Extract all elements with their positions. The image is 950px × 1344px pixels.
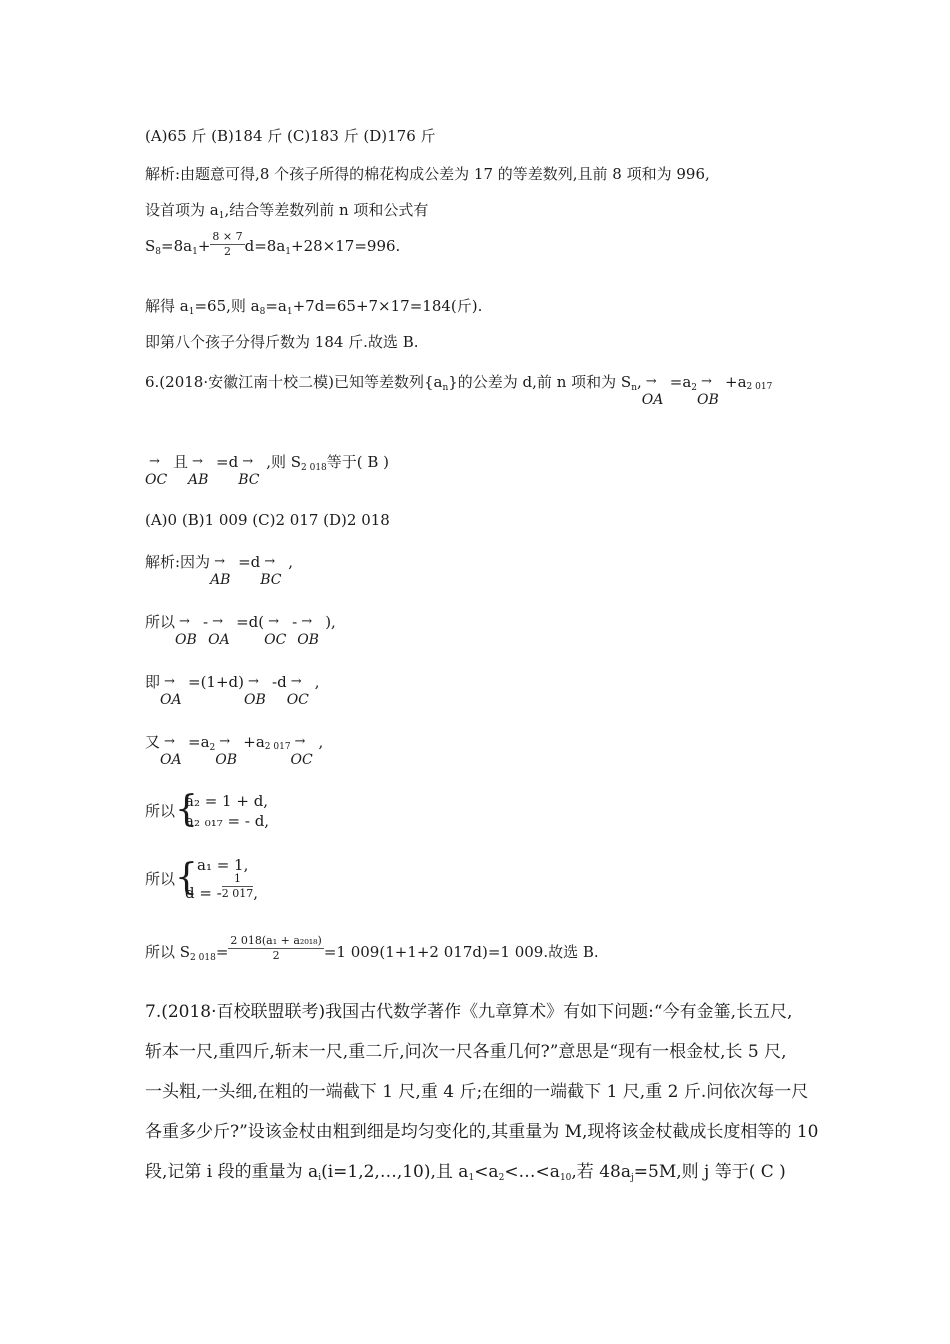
- text-fragment: n: [442, 383, 449, 393]
- fraction: [222, 872, 254, 901]
- equation-system-2: [145, 856, 365, 912]
- text-fragment: OB: [697, 392, 719, 408]
- text-fragment: ,若 48a: [571, 1162, 631, 1182]
- text-fragment: =(1+d): [188, 673, 245, 691]
- q5-analysis-line1: 解析:由题意可得,8 个孩子所得的棉花构成公差为 17 的等差数列,且前 8 项和为 996,: [145, 165, 710, 183]
- text-fragment: →: [192, 454, 203, 469]
- text-fragment: 8: [155, 247, 162, 257]
- text-fragment: <a: [474, 1162, 499, 1182]
- text-fragment: ,: [318, 733, 324, 751]
- q5-analysis-line2: [145, 200, 428, 226]
- vector-oa: [160, 732, 188, 768]
- text-fragment: =a: [265, 297, 287, 315]
- q6-analysis-4: [145, 732, 324, 768]
- vector-oa: [208, 612, 236, 648]
- vector-bc: [260, 552, 288, 588]
- text-fragment: 1: [222, 872, 254, 887]
- vector-ab: [188, 452, 216, 488]
- text-fragment: +a: [725, 373, 747, 391]
- q6-final: [145, 934, 599, 971]
- text-fragment: =: [215, 943, 229, 961]
- text-fragment: ,: [636, 373, 642, 391]
- equation-system-1: [145, 790, 345, 840]
- text-fragment: 等于( B ): [326, 453, 390, 471]
- text-fragment: d=8a: [244, 237, 286, 255]
- text-fragment: ,: [314, 673, 320, 691]
- vector-ob: [244, 672, 272, 708]
- text-fragment: =1 009(1+1+2 017d)=1 009.故选 B.: [323, 943, 599, 961]
- text-fragment: →: [214, 554, 225, 569]
- text-fragment: 1: [286, 307, 293, 317]
- text-fragment: ,则 S: [266, 453, 301, 471]
- text-fragment: 2: [209, 743, 216, 753]
- text-fragment: OB: [297, 632, 319, 648]
- text-fragment: =8a: [161, 237, 193, 255]
- text-fragment: =d: [238, 553, 261, 571]
- text-fragment: d = -: [185, 884, 222, 902]
- text-fragment: +28×17=996.: [291, 237, 401, 255]
- text-fragment: OA: [208, 632, 230, 648]
- text-fragment: 解析:因为: [145, 553, 211, 571]
- text-fragment: ,结合等差数列前 n 项和公式有: [224, 201, 429, 219]
- text-fragment: 且: [173, 453, 189, 471]
- q5-s8-formula: [145, 230, 401, 265]
- text-fragment: 1: [188, 307, 195, 317]
- text-fragment: AB: [210, 572, 231, 588]
- q6-stem-line1: [145, 372, 773, 408]
- q7-line5: [145, 1160, 786, 1190]
- q6-analysis-2: [145, 612, 336, 648]
- text-fragment: →: [294, 734, 306, 749]
- text-fragment: 所以: [145, 870, 176, 888]
- text-fragment: 又: [145, 733, 161, 751]
- text-fragment: ,: [288, 553, 294, 571]
- text-fragment: 即: [145, 673, 161, 691]
- q6-options: (A)0 (B)1 009 (C)2 017 (D)2 018: [145, 511, 390, 529]
- text-fragment: =a: [188, 733, 210, 751]
- vector-ab: [210, 552, 238, 588]
- text-fragment: →: [701, 374, 712, 389]
- text-fragment: +: [197, 237, 211, 255]
- q5-solve: [145, 296, 482, 322]
- text-fragment: OA: [641, 392, 664, 408]
- text-fragment: -: [292, 613, 298, 631]
- text-fragment: →: [164, 734, 175, 749]
- text-fragment: =a: [669, 373, 692, 391]
- vector-ob: [697, 372, 725, 408]
- text-fragment: +a: [243, 733, 265, 751]
- text-fragment: 1: [192, 247, 198, 257]
- text-fragment: 2: [224, 245, 231, 258]
- text-fragment: -d: [272, 673, 287, 691]
- text-fragment: S: [145, 237, 156, 255]
- text-fragment: OA: [160, 692, 182, 708]
- q5-conclusion: 即第八个孩子分得斤数为 184 斤.故选 B.: [145, 333, 419, 351]
- text-fragment: (i=1,2,…,10),且 a: [321, 1162, 469, 1182]
- text-fragment: OB: [175, 632, 197, 648]
- text-fragment: BC: [260, 572, 282, 588]
- text-fragment: 2: [498, 1173, 505, 1183]
- fraction: [210, 230, 244, 259]
- text-fragment: →: [248, 674, 259, 689]
- text-fragment: OC: [290, 752, 313, 768]
- text-fragment: AB: [188, 472, 209, 488]
- vector-oc: [290, 732, 319, 768]
- q6-analysis-1: [145, 552, 294, 588]
- text-fragment: ,: [253, 884, 259, 902]
- brace: {: [175, 789, 198, 830]
- text-fragment: 8 × 7: [212, 230, 243, 243]
- text-fragment: 2 017: [264, 742, 291, 752]
- vector-ob: [297, 612, 325, 648]
- text-fragment: BC: [238, 472, 260, 488]
- text-fragment: <…<a: [504, 1162, 560, 1182]
- text-fragment: =d: [216, 453, 239, 471]
- text-fragment: →: [264, 554, 276, 569]
- text-fragment: +7d=65+7×17=184(斤).: [292, 297, 483, 315]
- vector-bc: [238, 452, 266, 488]
- text-fragment: →: [242, 454, 254, 469]
- q5-options: (A)65 斤 (B)184 斤 (C)183 斤 (D)176 斤: [145, 127, 436, 145]
- text-fragment: ),: [325, 613, 336, 631]
- text-fragment: 2: [272, 949, 280, 962]
- text-fragment: 2 017: [746, 382, 773, 392]
- text-fragment: →: [645, 374, 657, 389]
- text-fragment: →: [290, 674, 302, 689]
- text-fragment: a₂ = 1 + d,: [185, 792, 269, 810]
- vector-oa: [641, 372, 670, 408]
- text-fragment: →: [149, 454, 160, 469]
- text-fragment: →: [212, 614, 223, 629]
- brace: {: [175, 857, 198, 898]
- text-fragment: 6.(2018·安徽江南十校二模)已知等差数列{a: [145, 373, 443, 391]
- text-fragment: 10: [559, 1173, 572, 1183]
- text-fragment: 段,记第 i 段的重量为 a: [145, 1162, 319, 1182]
- text-fragment: 2 017: [221, 887, 254, 900]
- fraction: [228, 934, 323, 963]
- q7-line4: 各重多少斤?”设该金杖由粗到细是均匀变化的,其重量为 M,现将该金杖截成长度相等的 10: [145, 1122, 819, 1142]
- text-fragment: →: [219, 734, 231, 749]
- text-fragment: 2 018(a₁ + a₂₀₁₈): [230, 934, 322, 947]
- text-fragment: OC: [264, 632, 287, 648]
- text-fragment: 2: [691, 383, 698, 393]
- q7-line3: 一头粗,一头细,在粗的一端截下 1 尺,重 4 斤;在细的一端截下 1 尺,重 2 斤.问依次每一尺: [145, 1082, 809, 1102]
- text-fragment: OB: [244, 692, 266, 708]
- text-fragment: a₂ ₀₁₇ = - d,: [185, 812, 270, 830]
- text-fragment: 8: [259, 307, 266, 317]
- text-fragment: =d(: [236, 613, 265, 631]
- text-fragment: →: [179, 614, 190, 629]
- text-fragment: 1: [218, 211, 225, 221]
- text-fragment: 所以 S: [145, 943, 191, 961]
- text-fragment: 2 018: [301, 463, 327, 473]
- text-fragment: 1: [468, 1173, 475, 1183]
- vector-oc: [286, 672, 315, 708]
- vector-ob: [175, 612, 203, 648]
- text-fragment: 设首项为 a: [145, 201, 219, 219]
- text-fragment: 2 018: [190, 953, 216, 963]
- vector-oc: [145, 452, 173, 488]
- text-fragment: OB: [215, 752, 238, 768]
- q6-stem-line2: [145, 452, 390, 488]
- text-fragment: a₁ = 1,: [197, 856, 249, 874]
- text-fragment: →: [164, 674, 175, 689]
- q7-line1: 7.(2018·百校联盟联考)我国古代数学著作《九章算术》有如下问题:“今有金箠,长五尺,: [145, 1002, 793, 1022]
- vector-ob: [215, 732, 243, 768]
- text-fragment: n: [631, 383, 637, 393]
- text-fragment: -: [203, 613, 209, 631]
- text-fragment: j: [630, 1173, 634, 1183]
- text-fragment: 所以: [145, 613, 176, 631]
- text-fragment: OA: [160, 752, 182, 768]
- text-fragment: 所以: [145, 802, 176, 820]
- text-fragment: =5M,则 j 等于( C ): [633, 1162, 786, 1182]
- text-fragment: OC: [145, 472, 168, 488]
- text-fragment: →: [301, 614, 313, 629]
- text-fragment: =65,则 a: [194, 297, 260, 315]
- text-fragment: }的公差为 d,前 n 项和为 S: [448, 373, 632, 391]
- vector-oa: [160, 672, 188, 708]
- q6-analysis-3: [145, 672, 320, 708]
- text-fragment: →: [268, 614, 280, 629]
- q7-line2: 斩本一尺,重四斤,斩末一尺,重二斤,问次一尺各重几何?”意思是“现有一根金杖,长 5 尺,: [145, 1042, 787, 1062]
- text-fragment: i: [318, 1173, 322, 1183]
- text-fragment: 解得 a: [145, 297, 189, 315]
- text-fragment: 1: [285, 247, 292, 257]
- text-fragment: [185, 872, 259, 913]
- vector-oc: [264, 612, 292, 648]
- text-fragment: OC: [286, 692, 309, 708]
